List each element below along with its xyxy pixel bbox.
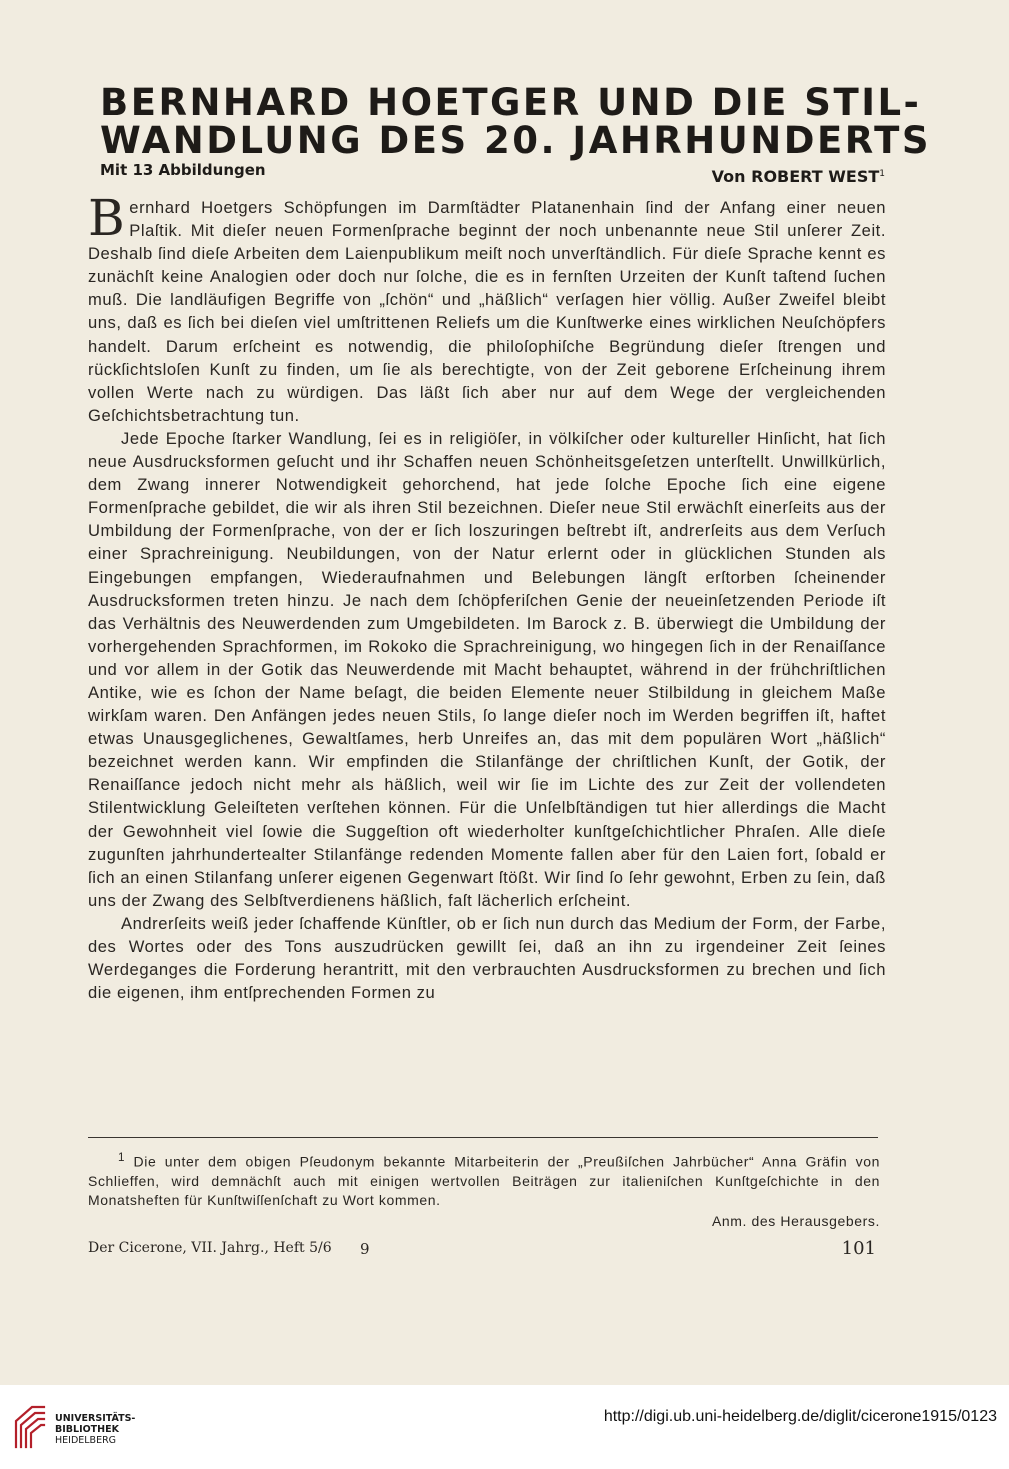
journal-reference: Der Cicerone, VII. Jahrg., Heft 5/6 bbox=[88, 1240, 332, 1256]
footnote-text-block bbox=[88, 1148, 880, 1210]
title-line-2: WANDLUNG DES 20. JAHRHUNDERTS bbox=[100, 119, 931, 162]
library-name bbox=[55, 1413, 135, 1446]
footnote bbox=[88, 1148, 880, 1231]
page-number: 101 bbox=[841, 1238, 876, 1259]
library-name-line-3: HEIDELBERG bbox=[55, 1435, 117, 1446]
footnote-divider bbox=[88, 1137, 878, 1138]
library-footer-bar bbox=[0, 1385, 1009, 1469]
paragraph-2: Jede Epoche ſtarker Wandlung, ſei es in religiöſer, in völkiſcher oder kultureller Hinſicht, hat ſich neue Ausdrucksformen geſucht und ihr Schaffen neuen Schönheitsgeſetzen unterſtellt. Unwillkürlich, dem Zwang innerer Notwendigkeit gehorchend, hat jede ſolche Epoche ſich eine eigene Formenſprache gebildet, die wir als ihren Stil bezeichnen. Dieſer neue Stil erwächſt einerſeits aus der Umbildung der Formenſprache, von der er ſich loszuringen beſtrebt iſt, andrerſeits aus dem Verſuch einer Sprachreinigung. Neubildungen, von der Natur erlernt oder in glücklichen Stunden als Eingebungen empfangen, Wiederaufnahmen und Belebungen längſt erſtorben ſcheinender Ausdrucksformen treten hinzu. Je nach dem ſchöpferiſchen Genie der neueinſetzenden Periode iſt das Verhältnis des Neuwerdenden zum Umgebildeten. Im Barock z. B. überwiegt die Umbildung der vorhergehenden Sprachformen, im Rokoko die Sprachreinigung, wo hingegen ſich in der Renaiſſance und vor allem in der Gotik das Neuwerdende mit Macht behauptet, während in der frühchriſtlichen Antike, wie es ſchon der Name beſagt, die beiden Elemente neuer Stilbildung in gleichem Maße wirkſam waren. Den Anfängen jedes neuen Stils, ſo lange dieſer noch im Werden begriffen iſt, haftet etwas Unausgeglichenes, Gewaltſames, herb Unreifes an, das mit dem populären Wort „häßlich“ bezeichnet werden kann. Wir empfinden die Stilanfänge der chriſtlichen Kunſt, der Gotik, der Renaiſſance jedoch nicht mehr als häßlich, weil wir ſie im Lichte des zur Zeit der vollendeten Stilentwicklung Geleiſteten verſtehen können. Für die Unſelbſtändigen tut hier allerdings die Macht der Gewohnheit viel ſowie die Suggeſtion oft wiederholter kunſtgeſchichtlicher Phraſen. Alle dieſe zugunſten jahrhundertealter Stilanfänge redenden Momente fallen aber für den Laien fort, ſobald er ſich an einen Stilanfang unſerer eigenen Gegenwart ſtößt. Wir ſind ſo ſehr gewohnt, Erben zu ſein, daß uns der Zwang des Selbſtverdienens häßlich, faſt lächerlich erſcheint. bbox=[88, 428, 886, 910]
permalink-url[interactable]: http://digi.ub.uni-heidelberg.de/diglit/cicerone1915/0123 bbox=[603, 1408, 997, 1425]
library-name-line-1: UNIVERSITÄTS- bbox=[55, 1413, 136, 1424]
paragraph-3: Andrerſeits weiß jeder ſchaffende Künſtler, ob er ſich nun durch das Medium der Form, der Farbe, des Wortes oder des Tons auszudrücken gewillt ſei, daß an ihn zu irgendeiner Zeit ſeines Werdeganges die Forderung herantritt, mit den verbrauchten Ausdrucksformen zu brechen und ſich die eigenen, ihm entſprechenden Formen zu bbox=[88, 913, 886, 1003]
paragraph-1-text: ernhard Hoetgers Schöpfungen im Darmſtädter Platanenhain ſind der Anfang einer neuen Plaſtik. Mit dieſer neuen Formenſprache beginnt der noch unbenannte neue Stil unſerer Zeit. Deshalb ſind dieſe Arbeiten dem Laienpublikum meiſt noch unverſtändlich. Für dieſe Sprache kennt es zunächſt keine Analogien oder doch nur ſolche, die es in fernſten Urzeiten der Kunſt taſtend ſuchen muß. Die landläufigen Begriffe von „ſchön“ und „häßlich“ verſagen hier völlig. Außer Zweifel bleibt uns, daß es ſich bei dieſen viel umſtrittenen Reliefs um die Kunſtwerke eines wirklichen Neuſchöpfers handelt. Darum erſcheint es notwendig, die philoſophiſche Begründung dieſer ſtrengen und rückſichtsloſen Kunſt zu finden, um ſie als berechtigte, von der Zeit geborene Erſcheinung ihrem vollen Werte nach zu würdigen. Das läßt ſich aber nur auf dem Wege der vergleichenden Geſchichtsbetrachtung tun. bbox=[88, 198, 886, 425]
page-footer bbox=[88, 1240, 876, 1262]
library-name-line-2: BIBLIOTHEK bbox=[55, 1424, 119, 1435]
footnote-text: Die unter dem obigen Pſeudonym bekannte Mitarbeiterin der „Preußiſchen Jahrbücher“ Anna Gräfin von Schlieffen, wird demnächſt auch mit einigen wertvollen Beiträgen zur italieniſchen Kunſtgeſchichte in den Monatsheften für Kunſtwiſſenſchaft zu Wort kommen. bbox=[88, 1153, 881, 1208]
signature-mark: 9 bbox=[360, 1240, 370, 1258]
byline bbox=[100, 161, 885, 185]
footnote-signature: Anm. des Herausgebers. bbox=[711, 1212, 880, 1229]
author-footnote-mark: 1 bbox=[879, 169, 885, 179]
paragraph-1 bbox=[88, 189, 886, 427]
title-line-1: BERNHARD HOETGER UND DIE STIL- bbox=[100, 81, 922, 124]
article-body bbox=[88, 189, 886, 1004]
author-credit bbox=[712, 167, 885, 186]
university-library-logo-icon bbox=[12, 1403, 48, 1451]
footnote-mark: 1 bbox=[118, 1151, 126, 1164]
drop-cap: B bbox=[88, 189, 126, 247]
illustration-count: Mit 13 Abbildungen bbox=[100, 161, 266, 179]
article-title bbox=[100, 81, 931, 162]
author-name: Von ROBERT WEST bbox=[711, 167, 880, 186]
